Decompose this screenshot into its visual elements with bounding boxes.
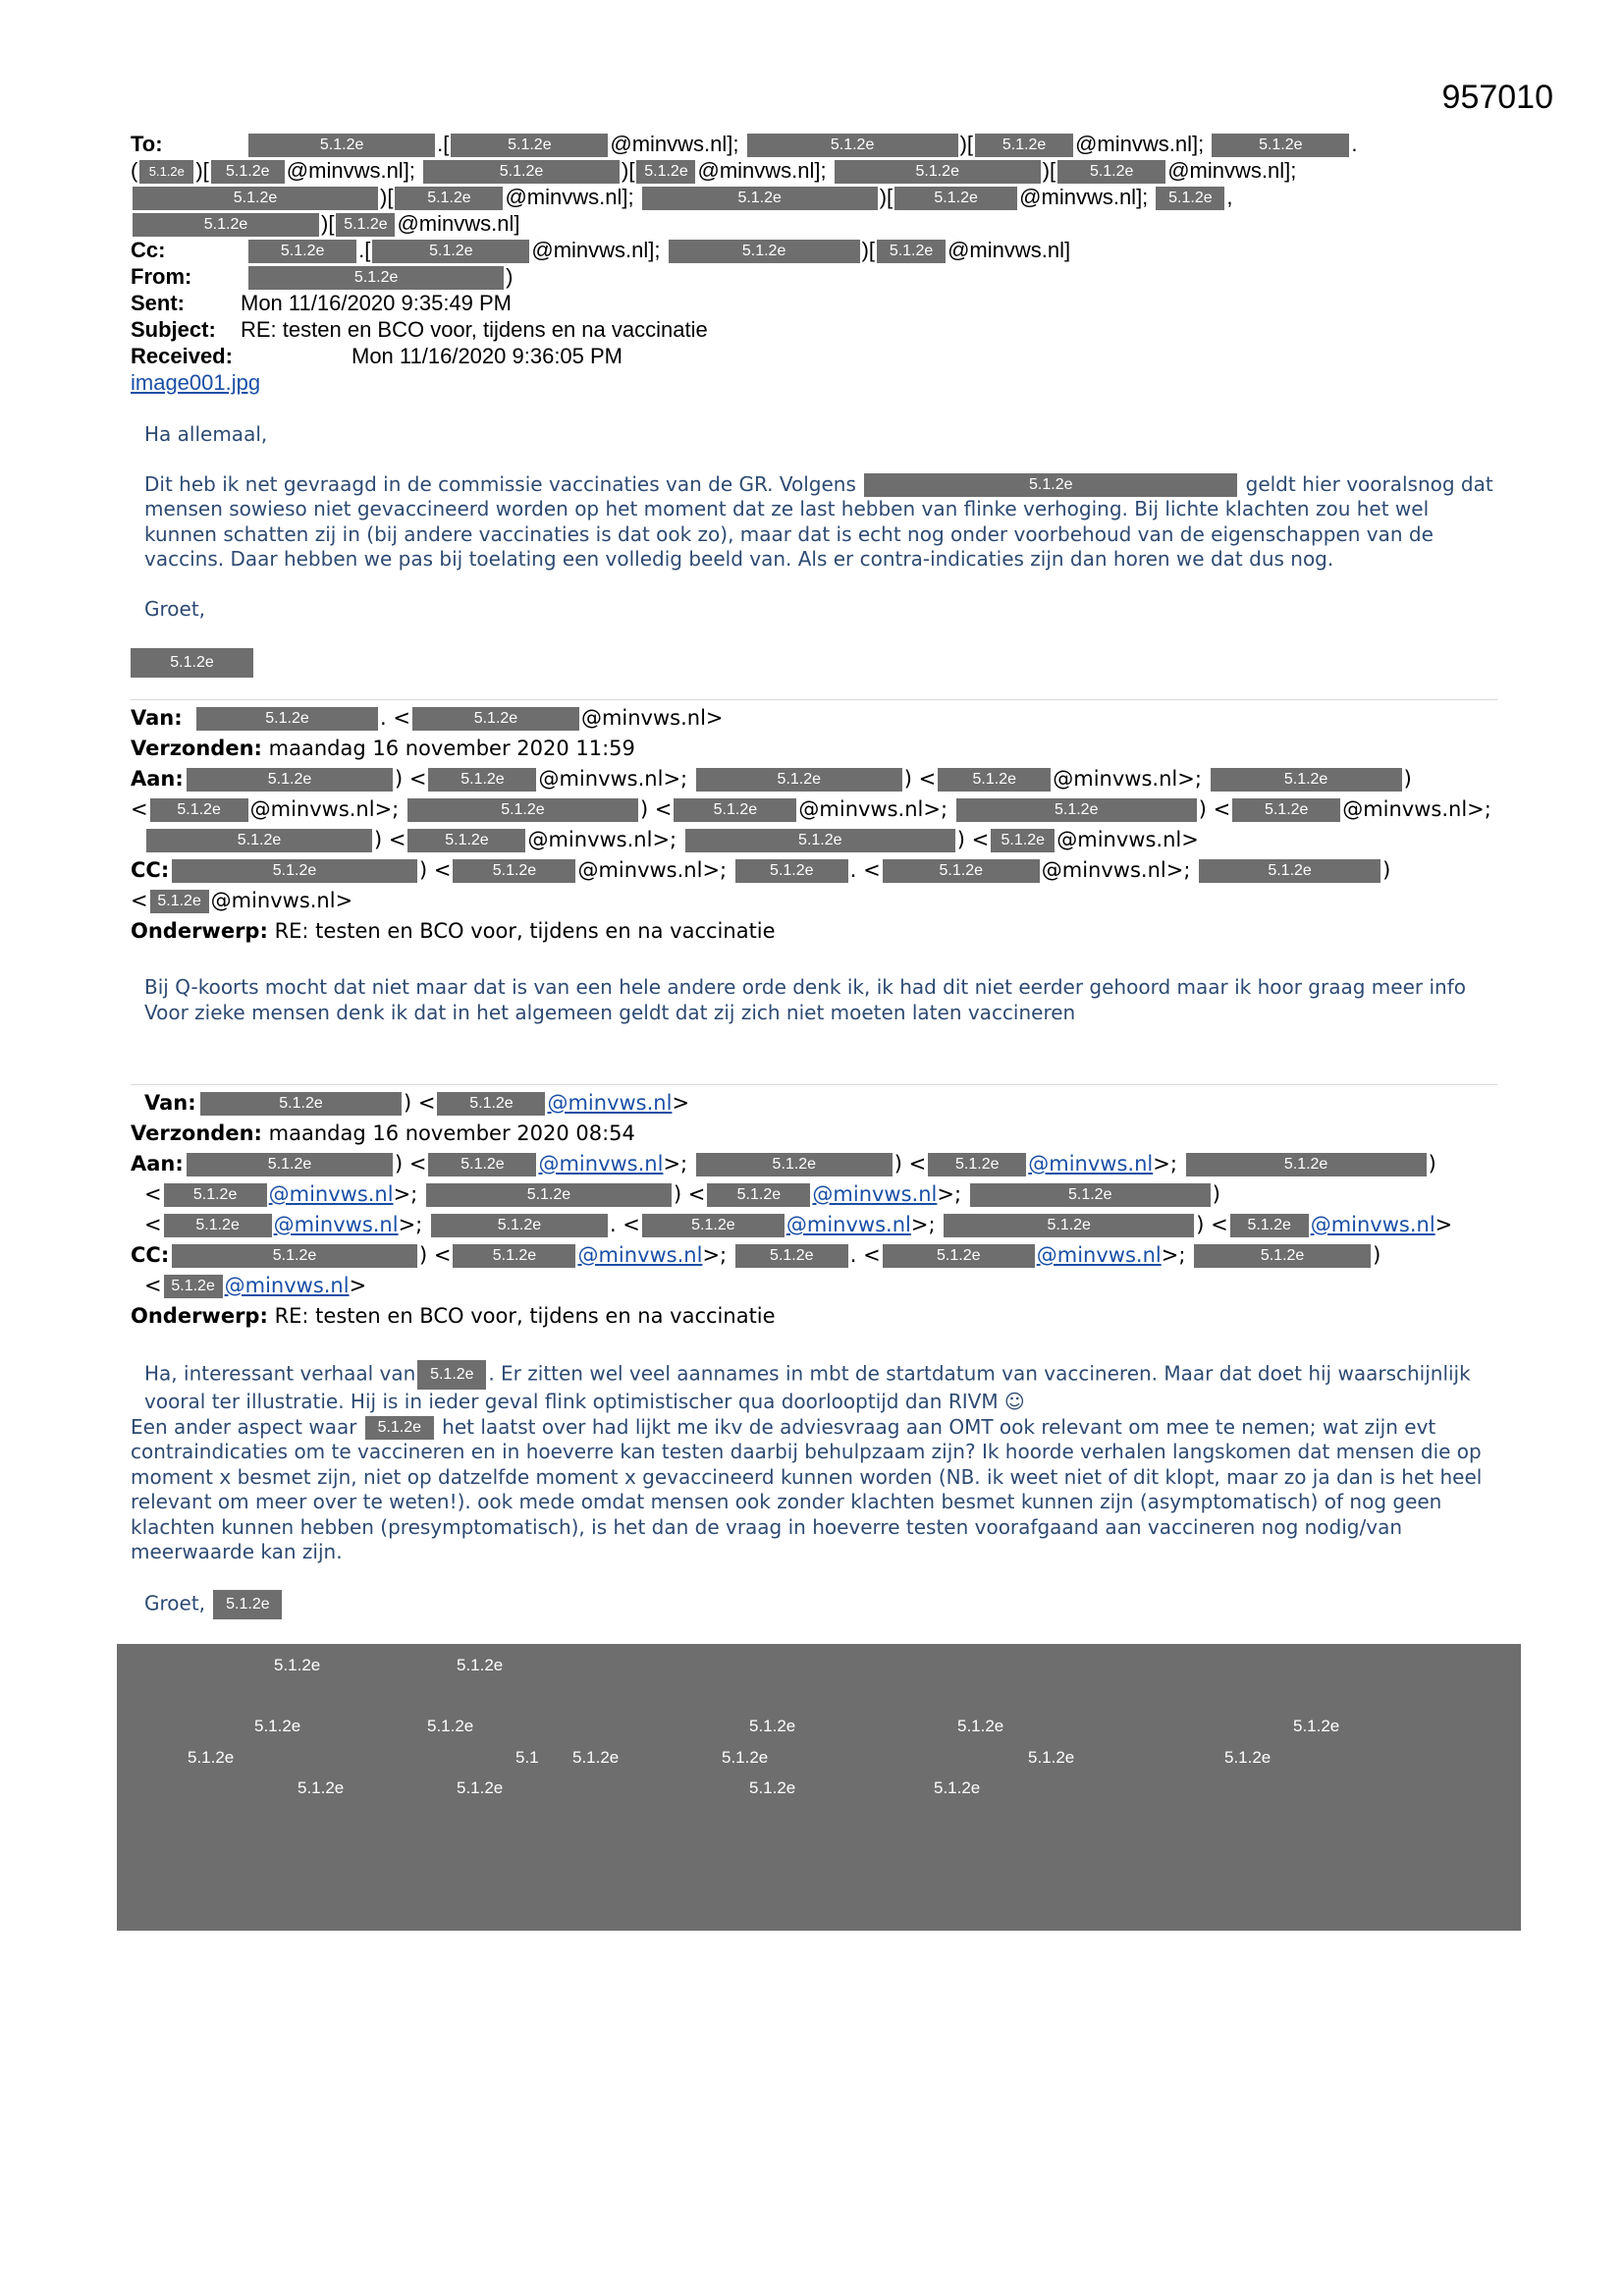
redaction: 5.1.2e bbox=[453, 859, 575, 883]
redaction: 5.1.2e bbox=[696, 1153, 893, 1176]
redaction: 5.1.2e bbox=[835, 160, 1041, 184]
redaction: 5.1.2e bbox=[944, 1214, 1194, 1237]
redaction: 5.1.2e bbox=[200, 1092, 402, 1116]
closing bbox=[144, 1590, 1499, 1619]
redaction: 5.1.2e bbox=[423, 160, 620, 184]
redaction-label: 5.1.2e bbox=[254, 1717, 301, 1735]
redaction: 5.1.2e bbox=[164, 1275, 223, 1298]
email-domain: @minvws.nl bbox=[580, 706, 706, 730]
text: vooralsnog dat mensen sowieso niet gevaccineerd worden op het moment dat ze last hebben van flinke verhoging. Bij lichte klachten zou het wel kunnen schatten zij in (bij andere vaccinaties is dat ook zo), maar dat is echt nog onder voorbehoud van de eigenschappen van de vaccins. Daar hebben we pas bij toelating een volledig beeld van. Als er contra-indicaties zijn dan horen we dat dus nog. bbox=[144, 471, 1493, 571]
separator bbox=[131, 699, 1497, 700]
attachment-link[interactable]: image001.jpg bbox=[131, 370, 261, 395]
email-domain: @minvws.nl bbox=[1342, 797, 1468, 821]
email-domain: @minvws.nl bbox=[249, 797, 375, 821]
redaction: 5.1.2e bbox=[213, 1590, 282, 1619]
email-domain: @minvws.nl bbox=[1075, 132, 1192, 156]
redaction: 5.1.2e bbox=[1156, 187, 1224, 210]
redaction: 5.1.2e bbox=[453, 1244, 575, 1268]
msg3-aan-1: Aan: 5.1.2e ) < 5.1.2e @minvws.nl>; 5.1.2e ) < 5.1.2e @minvws.nl>; 5.1.2e ) bbox=[131, 1149, 1436, 1179]
greeting: Ha allemaal, bbox=[144, 422, 268, 446]
signature-redaction bbox=[129, 648, 255, 678]
email-domain: @minvws.nl bbox=[527, 828, 653, 851]
cc-label: CC: bbox=[131, 858, 170, 882]
email-link[interactable]: @minvws.nl bbox=[577, 1243, 703, 1267]
paragraph bbox=[144, 1360, 1499, 1415]
redaction: 5.1.2e bbox=[451, 134, 608, 157]
verzonden-label: Verzonden: bbox=[131, 737, 262, 760]
redaction: 5.1.2e bbox=[164, 1183, 267, 1207]
redaction: 5.1.2e bbox=[437, 1092, 545, 1116]
redaction: 5.1.2e bbox=[248, 134, 435, 157]
redaction: 5.1.2e bbox=[211, 160, 285, 184]
aan-label: Aan: bbox=[131, 767, 184, 791]
subject-line bbox=[131, 317, 708, 343]
redaction: 5.1.2e bbox=[674, 798, 796, 822]
redaction: 5.1.2e bbox=[426, 1183, 672, 1207]
redaction-label: 5.1.2e bbox=[934, 1778, 981, 1797]
redaction: 5.1.2e bbox=[133, 213, 319, 237]
redaction-label: 5.1 bbox=[515, 1748, 539, 1767]
redaction-label: 5.1.2e bbox=[298, 1778, 345, 1797]
email-domain: @minvws.nl bbox=[505, 185, 623, 209]
received-value: Mon 11/16/2020 9:36:05 PM bbox=[352, 344, 623, 368]
redaction: 5.1.2e bbox=[431, 1214, 608, 1237]
redaction: 5.1.2e bbox=[139, 160, 193, 184]
redaction: 5.1.2e bbox=[883, 859, 1040, 883]
redaction: 5.1.2e bbox=[131, 648, 253, 678]
sent-line bbox=[131, 291, 512, 316]
email-link[interactable]: @minvws.nl bbox=[812, 1182, 938, 1206]
from-line: From: 5.1.2e ) bbox=[131, 264, 514, 289]
redaction: 5.1.2e bbox=[417, 1360, 486, 1390]
redaction-label: 5.1.2e bbox=[1293, 1717, 1340, 1735]
redaction: 5.1.2e bbox=[187, 768, 393, 792]
received-label: Received: bbox=[131, 344, 233, 368]
redaction-label: 5.1.2e bbox=[1028, 1748, 1075, 1767]
text: Groet, bbox=[144, 1591, 206, 1614]
message2-body bbox=[144, 975, 1499, 1025]
redaction-label: 5.1.2e bbox=[457, 1778, 504, 1797]
text: Ha, interessant verhaal van bbox=[144, 1361, 416, 1386]
onderwerp-value: RE: testen en BCO voor, tijdens en na vaccinatie bbox=[274, 919, 776, 943]
email-link[interactable]: @minvws.nl bbox=[1028, 1152, 1154, 1175]
msg3-aan-3: < 5.1.2e @minvws.nl>; 5.1.2e . < 5.1.2e @minvws.nl>; 5.1.2e ) < 5.1.2e @minvws.nl> bbox=[144, 1213, 1453, 1236]
subject-value: RE: testen en BCO voor, tijdens en na vaccinatie bbox=[241, 317, 708, 342]
msg3-cc-2: < 5.1.2e @minvws.nl> bbox=[144, 1274, 367, 1297]
redaction: 5.1.2e bbox=[146, 829, 372, 852]
redaction-label: 5.1.2e bbox=[722, 1748, 769, 1767]
email-link[interactable]: @minvws.nl bbox=[273, 1213, 399, 1236]
redaction: 5.1.2e bbox=[669, 240, 860, 263]
redaction: 5.1.2e bbox=[747, 134, 958, 157]
redaction: 5.1.2e bbox=[164, 1214, 272, 1237]
redaction: 5.1.2e bbox=[395, 187, 503, 210]
redaction-label: 5.1.2e bbox=[457, 1656, 504, 1674]
verzonden-value: maandag 16 november 2020 11:59 bbox=[268, 737, 635, 760]
msg3-verzonden bbox=[131, 1119, 635, 1149]
email-domain: @minvws.nl bbox=[577, 858, 703, 882]
email-domain: @minvws.nl bbox=[1167, 158, 1285, 183]
paragraph bbox=[131, 1415, 1499, 1565]
msg2-cc-2: < 5.1.2e @minvws.nl> bbox=[131, 889, 353, 912]
redaction: 5.1.2e bbox=[1230, 1214, 1309, 1237]
van-label: Van: bbox=[144, 1091, 196, 1115]
redaction: 5.1.2e bbox=[975, 134, 1073, 157]
redaction: 5.1.2e bbox=[150, 890, 209, 913]
email-domain: @minvws.nl bbox=[1056, 828, 1182, 851]
redaction: 5.1.2e bbox=[428, 1153, 536, 1176]
redaction-label: 5.1.2e bbox=[188, 1748, 235, 1767]
message1-body bbox=[144, 422, 1499, 622]
email-domain: @minvws.nl bbox=[1019, 185, 1137, 209]
msg2-aan-3: 5.1.2e ) < 5.1.2e @minvws.nl>; 5.1.2e ) < 5.1.2e @minvws.nl> bbox=[144, 825, 1199, 855]
redaction: 5.1.2e bbox=[642, 1214, 785, 1237]
onderwerp-value: RE: testen en BCO voor, tijdens en na vaccinatie bbox=[274, 1304, 776, 1328]
text: het laatst over had lijkt me ikv de adviesvraag aan OMT ook relevant om mee te nemen; wat zijn evt contraindicaties om te vaccineren en in hoeverre kan testen daarbij behulpzaam zijn? Ik hoorde verhalen langskomen dat mensen die op moment x besmet zijn, niet op datzelfde moment x gevaccineerd kunnen worden (NB. ik weet niet of dit klopt, maar zo ja dan is het heel relevant om meer over te weten!). ook mede omdat mensen ook zonder klachten besmet kunnen zijn (asymptomatisch) of nog geen klachten kunnen hebben (presymptomatisch), is het dan de vraag in hoeverre testen voorafgaand aan vaccineren nog nodig/van meerwaarde kan zijn. bbox=[131, 1414, 1483, 1563]
redaction: 5.1.2e bbox=[883, 1244, 1035, 1268]
redaction-label: 5.1.2e bbox=[274, 1656, 321, 1674]
redaction-label: 5.1.2e bbox=[957, 1717, 1004, 1735]
msg2-onderwerp bbox=[131, 916, 776, 947]
redaction-label: 5.1.2e bbox=[749, 1778, 796, 1797]
redaction: 5.1.2e bbox=[1211, 768, 1402, 792]
cc-line: Cc: 5.1.2e .[ 5.1.2e @minvws.nl]; 5.1.2e )[ 5.1.2e @minvws.nl] bbox=[131, 238, 1071, 262]
email-domain: @minvws.nl bbox=[697, 158, 815, 183]
redaction: 5.1.2e bbox=[991, 829, 1055, 852]
text: . Er zitten wel veel aannames in mbt de startdatum van vaccineren. Maar dat doet hij waarschijnlijk vooral ter illustratie. Hij is in ieder geval flink optimistischer qua doorlooptijd dan RIVM ☺ bbox=[144, 1361, 1471, 1413]
email-link[interactable]: @minvws.nl bbox=[538, 1152, 664, 1175]
redaction: 5.1.2e bbox=[1186, 1153, 1427, 1176]
redaction: 5.1.2e bbox=[407, 798, 638, 822]
redaction: 5.1.2e bbox=[365, 1416, 434, 1440]
redaction: 5.1.2e bbox=[1057, 160, 1165, 184]
redaction: 5.1.2e bbox=[428, 768, 536, 792]
message3-body bbox=[131, 1360, 1499, 1619]
text: Een ander aspect waar bbox=[131, 1414, 357, 1439]
to-line-1: To: 5.1.2e .[ 5.1.2e @minvws.nl]; 5.1.2e )[ 5.1.2e @minvws.nl]; 5.1.2e . bbox=[131, 132, 1358, 156]
redaction: 5.1.2e bbox=[1232, 798, 1340, 822]
redaction: 5.1.2e bbox=[196, 707, 378, 731]
redaction: 5.1.2e bbox=[1199, 859, 1380, 883]
redaction: 5.1.2e bbox=[928, 1153, 1026, 1176]
redaction: 5.1.2e bbox=[336, 213, 395, 237]
email-domain: @minvws.nl bbox=[397, 211, 514, 236]
email-domain: @minvws.nl bbox=[531, 238, 649, 262]
email-domain: @minvws.nl bbox=[210, 889, 336, 912]
email-domain: @minvws.nl bbox=[1041, 858, 1166, 882]
redaction: 5.1.2e bbox=[150, 798, 248, 822]
subject-label: Subject: bbox=[131, 317, 216, 342]
to-label: To: bbox=[131, 132, 163, 156]
redaction: 5.1.2e bbox=[938, 768, 1051, 792]
verzonden-value: maandag 16 november 2020 08:54 bbox=[268, 1121, 635, 1145]
redaction: 5.1.2e bbox=[970, 1183, 1211, 1207]
text: Dit heb ik net gevraagd in de commissie vaccinaties van de GR. Volgens bbox=[144, 471, 856, 496]
email-domain: @minvws.nl bbox=[610, 132, 728, 156]
redaction: 5.1.2e bbox=[1212, 134, 1349, 157]
redaction: 5.1.2e bbox=[735, 1244, 848, 1268]
redaction: 5.1.2e bbox=[407, 829, 525, 852]
msg3-van: Van: 5.1.2e ) < 5.1.2e @minvws.nl> bbox=[144, 1088, 689, 1119]
separator bbox=[131, 1084, 1497, 1085]
redaction-label: 5.1.2e bbox=[1224, 1748, 1272, 1767]
msg2-aan-1: Aan: 5.1.2e ) < 5.1.2e @minvws.nl>; 5.1.2e ) < 5.1.2e @minvws.nl>; 5.1.2e ) bbox=[131, 764, 1412, 794]
to-line-4: 5.1.2e )[ 5.1.2e @minvws.nl] bbox=[131, 211, 519, 237]
email-domain: @minvws.nl bbox=[798, 797, 924, 821]
redaction: 5.1.2e bbox=[707, 1183, 810, 1207]
email-link[interactable]: @minvws.nl bbox=[1310, 1213, 1435, 1236]
email-domain: @minvws.nl bbox=[1053, 767, 1178, 791]
onderwerp-label: Onderwerp: bbox=[131, 919, 268, 943]
redaction: 5.1.2e bbox=[1194, 1244, 1371, 1268]
email-domain: @minvws.nl bbox=[286, 158, 404, 183]
onderwerp-label: Onderwerp: bbox=[131, 1304, 268, 1328]
sent-value: Mon 11/16/2020 9:35:49 PM bbox=[241, 291, 513, 315]
redaction: 5.1.2e bbox=[248, 240, 356, 263]
msg2-verzonden bbox=[131, 734, 635, 764]
msg3-onderwerp bbox=[131, 1301, 776, 1332]
redaction: 5.1.2e bbox=[187, 1153, 393, 1176]
paragraph: Bij Q-koorts mocht dat niet maar dat is van een hele andere orde denk ik, ik had dit niet eerder gehoord maar ik hoor graag meer info bbox=[144, 975, 1466, 999]
redaction-label: 5.1.2e bbox=[749, 1717, 796, 1735]
redaction: 5.1.2e bbox=[864, 473, 1237, 497]
email-domain: @minvws.nl bbox=[538, 767, 664, 791]
to-line-2: ( 5.1.2e )[ 5.1.2e @minvws.nl]; 5.1.2e )[ 5.1.2e @minvws.nl]; 5.1.2e )[ 5.1.2e @minvws.nl]; bbox=[131, 158, 1297, 183]
redacted-signature-block bbox=[117, 1644, 1521, 1931]
email-link[interactable]: @minvws.nl bbox=[785, 1213, 911, 1236]
msg2-cc-1: CC: 5.1.2e ) < 5.1.2e @minvws.nl>; 5.1.2e . < 5.1.2e @minvws.nl>; 5.1.2e ) bbox=[131, 855, 1390, 886]
email-link[interactable]: @minvws.nl bbox=[547, 1091, 673, 1115]
msg3-cc-1: CC: 5.1.2e ) < 5.1.2e @minvws.nl>; 5.1.2e . < 5.1.2e @minvws.nl>; 5.1.2e ) bbox=[131, 1240, 1380, 1271]
redaction: 5.1.2e bbox=[877, 240, 946, 263]
redaction: 5.1.2e bbox=[894, 187, 1017, 210]
cc-label: Cc: bbox=[131, 238, 166, 262]
redaction: 5.1.2e bbox=[412, 707, 579, 731]
text: geldt hier bbox=[1245, 471, 1340, 496]
paragraph: Voor zieke mensen denk ik dat in het algemeen geldt dat zij zich niet moeten laten vaccineren bbox=[144, 1000, 1076, 1024]
redaction: 5.1.2e bbox=[685, 829, 955, 852]
redaction: 5.1.2e bbox=[636, 160, 695, 184]
to-line-3: 5.1.2e )[ 5.1.2e @minvws.nl]; 5.1.2e )[ 5.1.2e @minvws.nl]; 5.1.2e , bbox=[131, 185, 1233, 210]
redaction: 5.1.2e bbox=[172, 859, 417, 883]
closing: Groet, bbox=[144, 596, 206, 621]
redaction: 5.1.2e bbox=[642, 187, 878, 210]
email-link[interactable]: @minvws.nl bbox=[1036, 1243, 1162, 1267]
redaction-label: 5.1.2e bbox=[427, 1717, 474, 1735]
document-number: 957010 bbox=[1441, 79, 1553, 116]
sent-label: Sent: bbox=[131, 291, 185, 315]
email-link[interactable]: @minvws.nl bbox=[268, 1182, 394, 1206]
email-link[interactable]: @minvws.nl bbox=[224, 1274, 350, 1297]
aan-label: Aan: bbox=[131, 1152, 184, 1175]
redaction: 5.1.2e bbox=[172, 1244, 417, 1268]
from-label: From: bbox=[131, 264, 192, 289]
redaction: 5.1.2e bbox=[248, 266, 504, 290]
redaction: 5.1.2e bbox=[133, 187, 378, 210]
email-domain: @minvws.nl bbox=[947, 238, 1064, 262]
van-label: Van: bbox=[131, 706, 183, 730]
cc-label: CC: bbox=[131, 1243, 170, 1267]
msg2-aan-2: < 5.1.2e @minvws.nl>; 5.1.2e ) < 5.1.2e @minvws.nl>; 5.1.2e ) < 5.1.2e @minvws.nl>; bbox=[131, 797, 1491, 821]
redaction: 5.1.2e bbox=[956, 798, 1197, 822]
msg3-aan-2: < 5.1.2e @minvws.nl>; 5.1.2e ) < 5.1.2e @minvws.nl>; 5.1.2e ) bbox=[144, 1182, 1220, 1206]
msg2-van: Van: 5.1.2e . < 5.1.2e @minvws.nl> bbox=[131, 703, 724, 734]
verzonden-label: Verzonden: bbox=[131, 1121, 262, 1145]
redaction: 5.1.2e bbox=[372, 240, 529, 263]
redaction-label: 5.1.2e bbox=[572, 1748, 620, 1767]
redaction: 5.1.2e bbox=[696, 768, 902, 792]
received-line bbox=[131, 344, 623, 369]
redaction: 5.1.2e bbox=[735, 859, 848, 883]
paragraph bbox=[144, 472, 1499, 573]
